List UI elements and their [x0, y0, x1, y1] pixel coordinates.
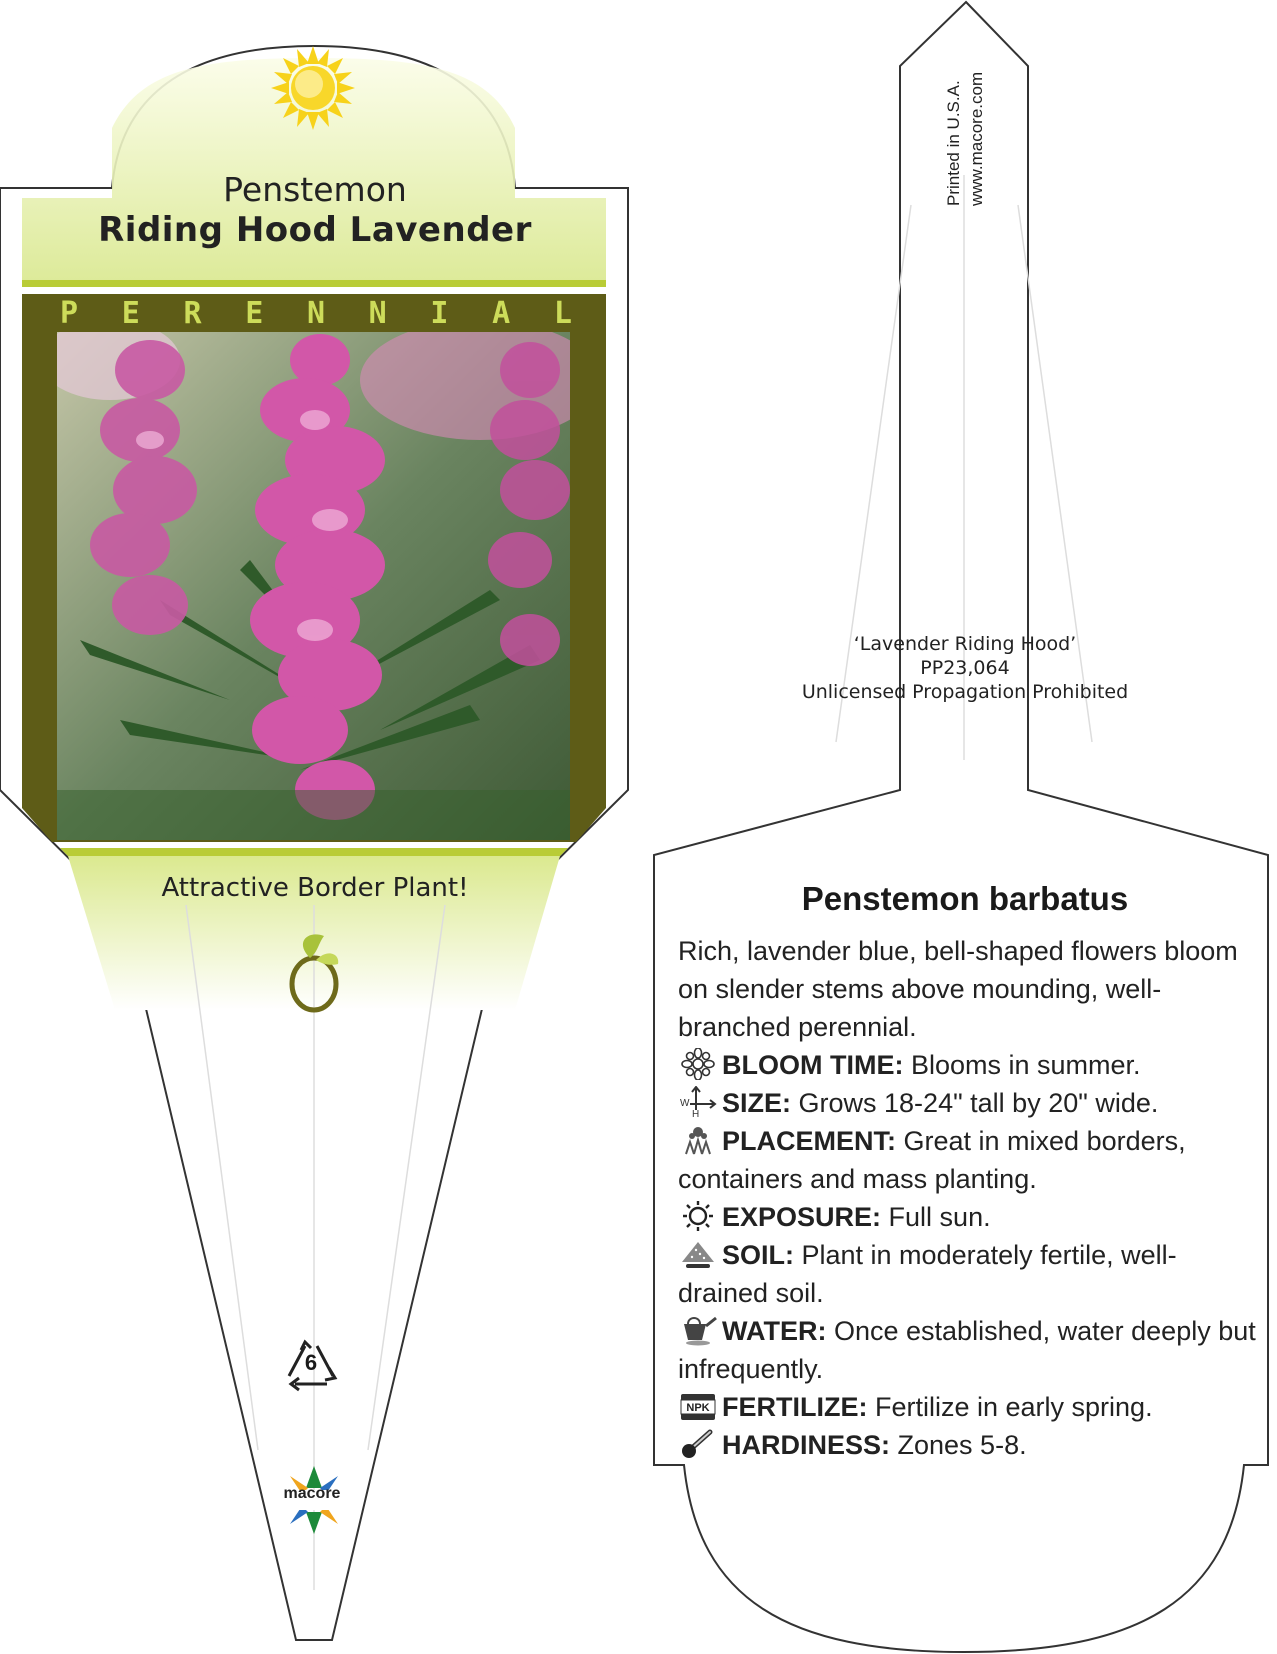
size-icon-h: H [692, 1109, 700, 1118]
category-letter: P [60, 296, 79, 331]
printed-note [942, 72, 988, 206]
plant-photo [40, 320, 600, 840]
category-letter: N [368, 296, 387, 331]
size-arrows-icon [678, 1086, 718, 1118]
care-label: PLACEMENT: [722, 1126, 896, 1156]
patent-notice: Unlicensed Propagation Prohibited [801, 681, 1129, 703]
patent-number: PP23,064 [920, 657, 1010, 679]
category-letter: L [553, 296, 572, 331]
category-letter: R [183, 296, 202, 331]
tagline: Attractive Border Plant! [161, 873, 469, 903]
care-text: Fertilize in early spring. [867, 1392, 1153, 1422]
care-text: Full sun. [881, 1202, 991, 1232]
care-text: Plant in moderately fertile, well-drained soil. [678, 1240, 1177, 1308]
npk-icon [678, 1390, 718, 1422]
species-name: Penstemon barbatus [801, 880, 1129, 917]
brand-name: macore [283, 1485, 341, 1502]
patent-name: ‘Lavender Riding Hood’ [853, 633, 1077, 655]
placement-icon [678, 1124, 718, 1156]
care-row-size [678, 1084, 1258, 1122]
watering-can-icon [678, 1314, 718, 1346]
category-letter: I [430, 296, 449, 331]
category-letter: E [245, 296, 264, 331]
printed-in: Printed in U.S.A. [944, 80, 963, 206]
care-text: Blooms in summer. [903, 1050, 1141, 1080]
care-label: BLOOM TIME: [722, 1050, 904, 1080]
npk-label: NPK [686, 1402, 710, 1414]
care-label: EXPOSURE: [722, 1202, 882, 1232]
category-letter: N [306, 296, 325, 331]
plant-cultivar-name: Riding Hood Lavender [98, 210, 532, 250]
care-row-water [678, 1312, 1258, 1388]
care-text: Once established, water deeply but infrequently. [678, 1316, 1256, 1384]
category-letter: A [492, 296, 511, 331]
care-row-hardiness [678, 1426, 1258, 1464]
website: www.macore.com [967, 71, 986, 206]
soil-icon [678, 1238, 718, 1270]
care-label: SOIL: [722, 1240, 794, 1270]
patent-block [760, 632, 1170, 704]
recycle-number: 6 [304, 1350, 318, 1375]
flower-icon [678, 1048, 718, 1080]
sun-icon [271, 46, 355, 130]
sun-outline-icon [678, 1200, 718, 1232]
title-band-rule [22, 280, 606, 287]
care-text: Grows 18-24" tall by 20" wide. [791, 1088, 1159, 1118]
care-row-soil [678, 1236, 1258, 1312]
care-text: Great in mixed borders, containers and mass planting. [678, 1126, 1186, 1194]
care-text: Zones 5-8. [890, 1430, 1027, 1460]
care-label: WATER: [722, 1316, 827, 1346]
care-info [678, 932, 1258, 1464]
care-label: HARDINESS: [722, 1430, 891, 1460]
plant-genus: Penstemon [223, 170, 407, 209]
care-row-exposure [678, 1198, 1258, 1236]
size-icon-w: W [680, 1098, 690, 1109]
care-row-bloom [678, 1046, 1258, 1084]
care-label: FERTILIZE: [722, 1392, 868, 1422]
category-label [22, 296, 610, 331]
thermometer-icon [678, 1428, 718, 1460]
category-letter: E [121, 296, 140, 331]
care-row-placement [678, 1122, 1258, 1198]
care-row-fertilize [678, 1388, 1258, 1426]
description: Rich, lavender blue, bell-shaped flowers bloom on slender stems above mounding, well-branched perennial. [678, 936, 1238, 1042]
care-label: SIZE: [722, 1088, 792, 1118]
